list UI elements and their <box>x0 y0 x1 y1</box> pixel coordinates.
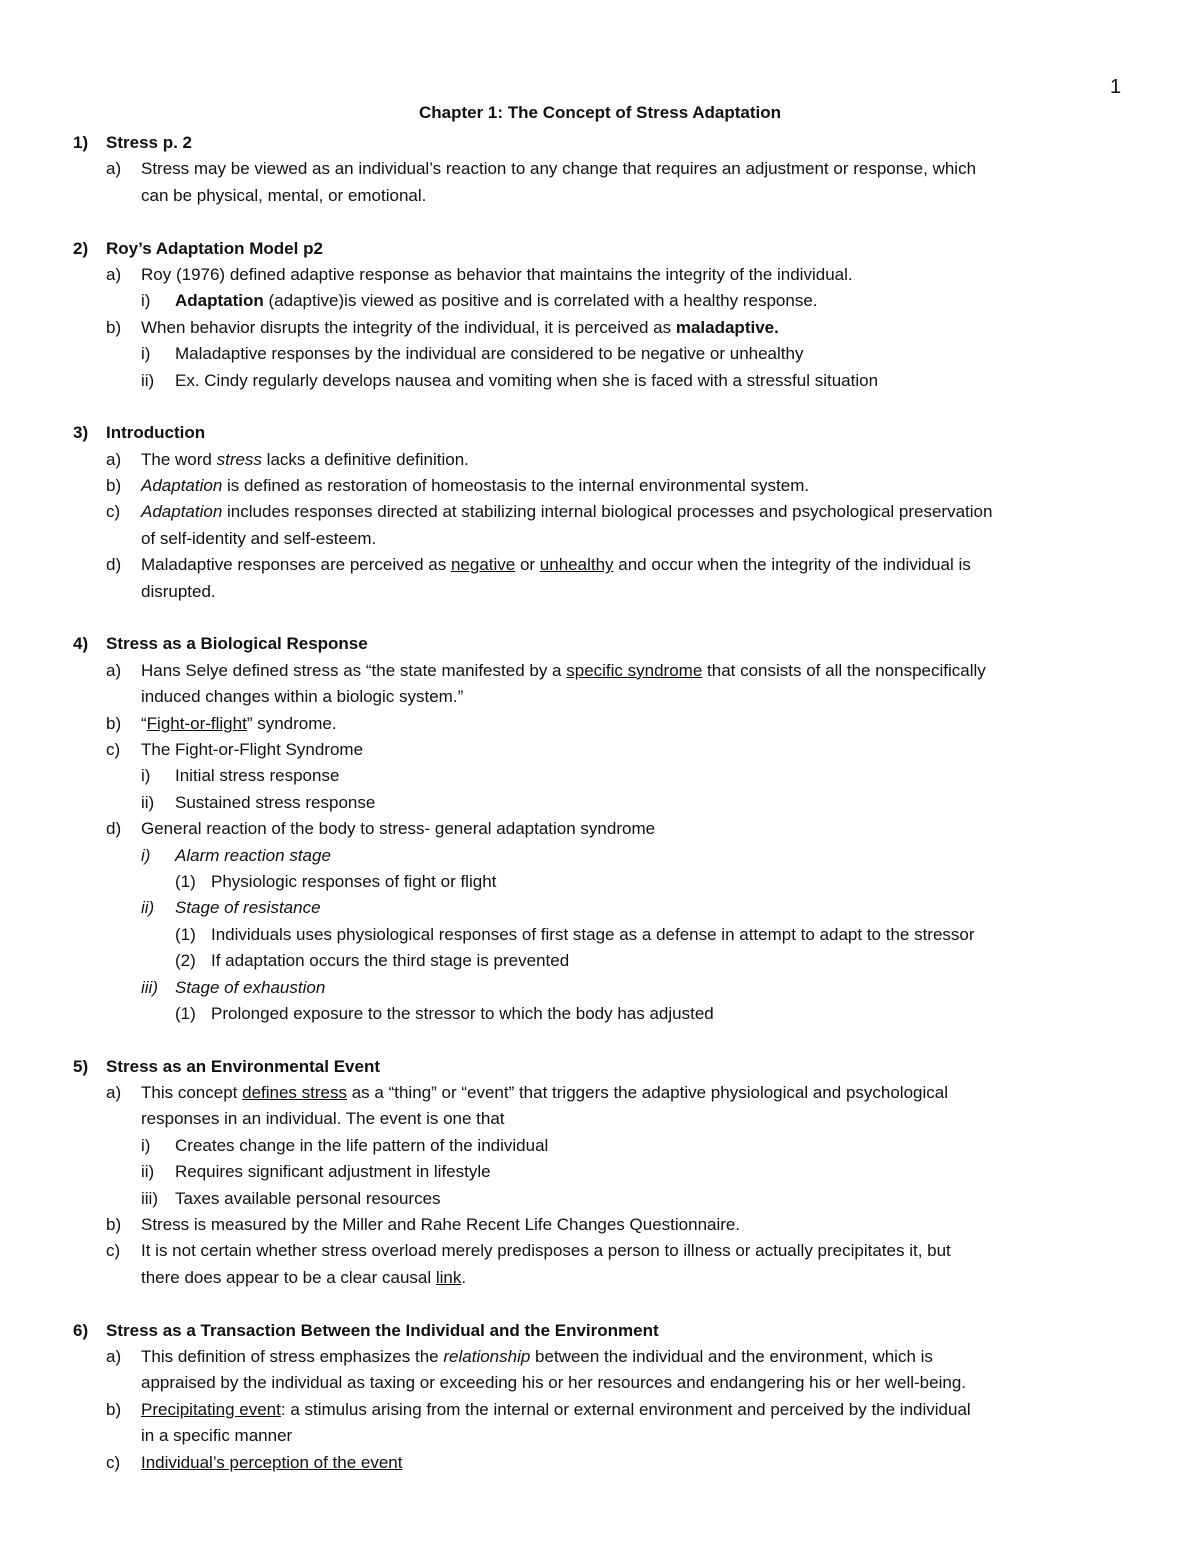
text-run: responses in an individual. The event is one that <box>141 1109 505 1129</box>
list-marker: 6) <box>73 1320 89 1340</box>
list-marker: d) <box>106 555 122 575</box>
item-text <box>106 1318 659 1344</box>
outline-item <box>0 1370 1200 1396</box>
outline-item <box>0 183 1200 209</box>
text-run: can be physical, mental, or emotional. <box>141 185 427 205</box>
item-text <box>211 869 496 895</box>
text-run: unhealthy <box>539 555 614 575</box>
text-run: If adaptation occurs the third stage is prevented <box>211 951 570 971</box>
text-run: Stress p. 2 <box>106 133 192 152</box>
item-text <box>175 843 331 869</box>
item-text <box>141 473 809 499</box>
item-text <box>175 763 339 789</box>
item-text <box>141 1238 951 1264</box>
item-text <box>141 737 363 763</box>
blank-line <box>0 209 1200 235</box>
item-text <box>141 1344 933 1370</box>
item-text <box>175 1133 548 1159</box>
outline-item <box>0 1133 1200 1159</box>
item-text <box>106 420 205 446</box>
item-text <box>141 447 469 473</box>
text-run: specific syndrome <box>566 660 703 680</box>
text-run: Individual’s perception of the event <box>141 1452 403 1472</box>
text-run: Maladaptive responses by the individual are considered to be negative or unhealthy <box>175 344 804 364</box>
text-run: of self-identity and self-esteem. <box>141 528 377 548</box>
list-marker: (1) <box>175 1003 196 1023</box>
outline-item <box>0 895 1200 921</box>
item-text <box>175 288 818 314</box>
list-marker: iii) <box>141 1188 158 1208</box>
item-text <box>106 1054 380 1080</box>
text-run: includes responses directed at stabilizing internal biological processes and psychological preservation <box>222 502 993 522</box>
text-run: Stress may be viewed as an individual’s reaction to any change that requires an adjustment or response, which <box>141 159 977 179</box>
text-run: (adaptive)is viewed as positive and is correlated with a healthy response. <box>263 291 818 311</box>
outline-item <box>0 1186 1200 1212</box>
text-run: that consists of all the nonspecifically <box>702 660 986 680</box>
item-text <box>141 526 376 552</box>
outline-item <box>0 684 1200 710</box>
text-run: Stage of exhaustion <box>175 977 326 997</box>
item-text <box>175 975 325 1001</box>
list-marker: (1) <box>175 871 196 891</box>
text-run: and occur when the integrity of the individual is <box>613 555 971 575</box>
text-run: disrupted. <box>141 581 216 601</box>
text-run: Adaptation <box>141 502 223 522</box>
text-run: Sustained stress response <box>175 792 376 812</box>
text-run: maladaptive. <box>675 317 779 337</box>
item-text <box>211 922 975 948</box>
text-run: When behavior disrupts the integrity of the individual, it is perceived as <box>141 317 676 337</box>
text-run: Prolonged exposure to the stressor to which the body has adjusted <box>211 1003 714 1023</box>
item-text <box>211 1001 714 1027</box>
item-text <box>141 1265 466 1291</box>
list-marker: i) <box>141 845 151 865</box>
outline-item <box>0 315 1200 341</box>
outline-item <box>0 341 1200 367</box>
item-text <box>141 552 971 578</box>
text-run: stress <box>216 449 262 469</box>
text-run: Adaptation <box>175 291 264 311</box>
item-text <box>106 631 368 657</box>
page-number: 1 <box>1110 76 1122 98</box>
text-run: lacks a definitive definition. <box>261 449 469 469</box>
blank-line <box>0 1027 1200 1053</box>
list-marker: iii) <box>141 977 158 997</box>
outline-item <box>0 552 1200 578</box>
text-run: Creates change in the life pattern of the individual <box>175 1135 549 1155</box>
item-text <box>175 895 321 921</box>
list-marker: 3) <box>73 423 89 443</box>
outline-item <box>0 1159 1200 1185</box>
text-run: Stage of resistance <box>175 898 321 918</box>
blank-line <box>0 605 1200 631</box>
blank-line <box>0 394 1200 420</box>
text-run: . <box>461 1267 467 1287</box>
list-marker: ii) <box>141 898 155 918</box>
list-marker: d) <box>106 819 122 839</box>
text-run: is defined as restoration of homeostasis to the internal environmental system. <box>222 476 810 496</box>
text-run: General reaction of the body to stress- general adaptation syndrome <box>141 819 656 839</box>
text-run: Maladaptive responses are perceived as <box>141 555 451 575</box>
text-run: link <box>435 1267 462 1287</box>
text-run: It is not certain whether stress overload merely predisposes a person to illness or actually precipitates it, but <box>141 1241 951 1261</box>
list-marker: a) <box>106 660 122 680</box>
outline-item <box>0 737 1200 763</box>
outline-item <box>0 975 1200 1001</box>
list-marker: b) <box>106 1215 122 1235</box>
document-title: Chapter 1: The Concept of Stress Adaptation <box>418 103 782 122</box>
item-text <box>141 183 426 209</box>
list-marker: 5) <box>73 1056 89 1076</box>
item-text <box>175 341 803 367</box>
text-run: defines stress <box>242 1083 347 1103</box>
text-run: Requires significant adjustment in lifestyle <box>175 1162 491 1182</box>
item-text <box>106 130 192 156</box>
list-marker: (2) <box>175 951 196 971</box>
outline-item <box>0 816 1200 842</box>
item-text <box>141 1080 948 1106</box>
text-run: relationship <box>443 1346 531 1366</box>
list-marker: 4) <box>73 634 89 654</box>
list-marker: a) <box>106 1083 122 1103</box>
list-marker: i) <box>141 291 151 311</box>
text-run: Alarm reaction stage <box>175 845 331 865</box>
list-marker: i) <box>141 344 151 364</box>
outline-item <box>0 1106 1200 1132</box>
text-run: The word <box>141 449 217 469</box>
text-run: “ <box>141 713 147 733</box>
outline-item <box>0 447 1200 473</box>
text-run: or <box>515 555 540 575</box>
item-text <box>141 816 655 842</box>
list-marker: ii) <box>141 1162 155 1182</box>
list-marker: a) <box>106 159 122 179</box>
text-run: This concept <box>141 1083 243 1103</box>
text-run: Stress as a Transaction Between the Individual and the Environment <box>106 1320 659 1340</box>
outline-item <box>0 156 1200 182</box>
outline-item <box>0 922 1200 948</box>
outline-item <box>0 1450 1200 1476</box>
list-marker: a) <box>106 1346 122 1366</box>
outline-item <box>0 711 1200 737</box>
list-marker: 1) <box>73 133 89 152</box>
text-run: between the individual and the environment, which is <box>530 1346 933 1366</box>
item-text <box>141 1212 740 1238</box>
text-run: Stress is measured by the Miller and Rahe Recent Life Changes Questionnaire. <box>141 1215 741 1235</box>
text-run: there does appear to be a clear causal <box>141 1267 436 1287</box>
item-text <box>141 684 463 710</box>
item-text <box>211 948 569 974</box>
text-run: Stress as a Biological Response <box>106 634 368 654</box>
outline-item <box>0 262 1200 288</box>
item-text <box>175 368 878 394</box>
list-marker: c) <box>106 502 121 522</box>
text-run: : a stimulus arising from the internal or external environment and perceived by the individual <box>280 1399 971 1419</box>
list-marker: c) <box>106 1452 121 1472</box>
text-run: Roy’s Adaptation Model p2 <box>106 238 323 258</box>
text-run: This definition of stress emphasizes the <box>141 1346 444 1366</box>
text-run: appraised by the individual as taxing or exceeding his or her resources and endangering his or her well-being. <box>141 1373 966 1393</box>
list-marker: b) <box>106 1399 122 1419</box>
text-run: Adaptation <box>141 476 223 496</box>
text-run: ” syndrome. <box>246 713 337 733</box>
list-marker: (1) <box>175 924 196 944</box>
outline-item <box>0 499 1200 525</box>
outline-item <box>0 1238 1200 1264</box>
item-text <box>175 790 375 816</box>
item-text <box>141 1423 292 1449</box>
text-run: Ex. Cindy regularly develops nausea and vomiting when she is faced with a stressful situation <box>175 370 879 390</box>
item-text <box>141 156 976 182</box>
text-run: Fight-or-flight <box>146 713 247 733</box>
list-marker: a) <box>106 449 122 469</box>
text-run: Taxes available personal resources <box>175 1188 441 1208</box>
section-heading <box>0 631 1200 657</box>
section-heading <box>0 420 1200 446</box>
text-run: negative <box>450 555 516 575</box>
outline-item <box>0 579 1200 605</box>
section-heading <box>0 1318 1200 1344</box>
outline-item <box>0 763 1200 789</box>
text-run: induced changes within a biologic system.” <box>141 687 464 707</box>
outline-item <box>0 1344 1200 1370</box>
list-marker: c) <box>106 1241 121 1261</box>
item-text <box>175 1186 441 1212</box>
blank-line <box>0 1291 1200 1317</box>
text-run: Roy (1976) defined adaptive response as behavior that maintains the integrity of the individual. <box>141 264 853 284</box>
list-marker: b) <box>106 476 122 496</box>
outline-item <box>0 473 1200 499</box>
list-marker: a) <box>106 264 122 284</box>
item-text <box>141 658 986 684</box>
list-marker: b) <box>106 317 122 337</box>
item-text <box>141 1370 966 1396</box>
outline-item <box>0 869 1200 895</box>
outline-item <box>0 526 1200 552</box>
item-text <box>141 1397 971 1423</box>
outline-item <box>0 1080 1200 1106</box>
list-marker: ii) <box>141 792 155 812</box>
list-marker: i) <box>141 766 151 786</box>
text-run: Stress as an Environmental Event <box>106 1056 380 1076</box>
outline-item <box>0 790 1200 816</box>
outline-item <box>0 948 1200 974</box>
outline-item <box>0 1212 1200 1238</box>
text-run: Precipitating event <box>141 1399 281 1419</box>
list-marker: c) <box>106 739 121 759</box>
section-heading <box>0 236 1200 262</box>
outline-item <box>0 288 1200 314</box>
list-marker: ii) <box>141 370 155 390</box>
text-run: The Fight-or-Flight Syndrome <box>141 739 364 759</box>
text-run: as a “thing” or “event” that triggers the adaptive physiological and psychological <box>347 1083 949 1103</box>
item-text <box>141 1450 402 1476</box>
list-marker: b) <box>106 713 122 733</box>
text-run: Individuals uses physiological responses of first stage as a defense in attempt to adapt to the stressor <box>211 924 975 944</box>
item-text <box>141 1106 505 1132</box>
item-text <box>141 499 992 525</box>
list-marker: i) <box>141 1135 151 1155</box>
text-run: Hans Selye defined stress as “the state manifested by a <box>141 660 567 680</box>
text-run: Initial stress response <box>175 766 340 786</box>
text-run: Physiologic responses of fight or flight <box>211 871 497 891</box>
item-text <box>141 579 216 605</box>
item-text <box>141 262 853 288</box>
item-text <box>106 236 323 262</box>
outline-item <box>0 1397 1200 1423</box>
list-marker: 2) <box>73 238 89 258</box>
outline-item <box>0 658 1200 684</box>
text-run: Introduction <box>106 423 206 443</box>
outline-item <box>0 1001 1200 1027</box>
outline-item <box>0 1265 1200 1291</box>
section-heading <box>0 1054 1200 1080</box>
item-text <box>141 711 337 737</box>
outline-body <box>0 130 1200 1476</box>
section-heading <box>0 130 1200 156</box>
outline-item <box>0 843 1200 869</box>
text-run: in a specific manner <box>141 1426 293 1446</box>
item-text <box>141 315 779 341</box>
outline-item <box>0 368 1200 394</box>
outline-item <box>0 1423 1200 1449</box>
item-text <box>175 1159 491 1185</box>
